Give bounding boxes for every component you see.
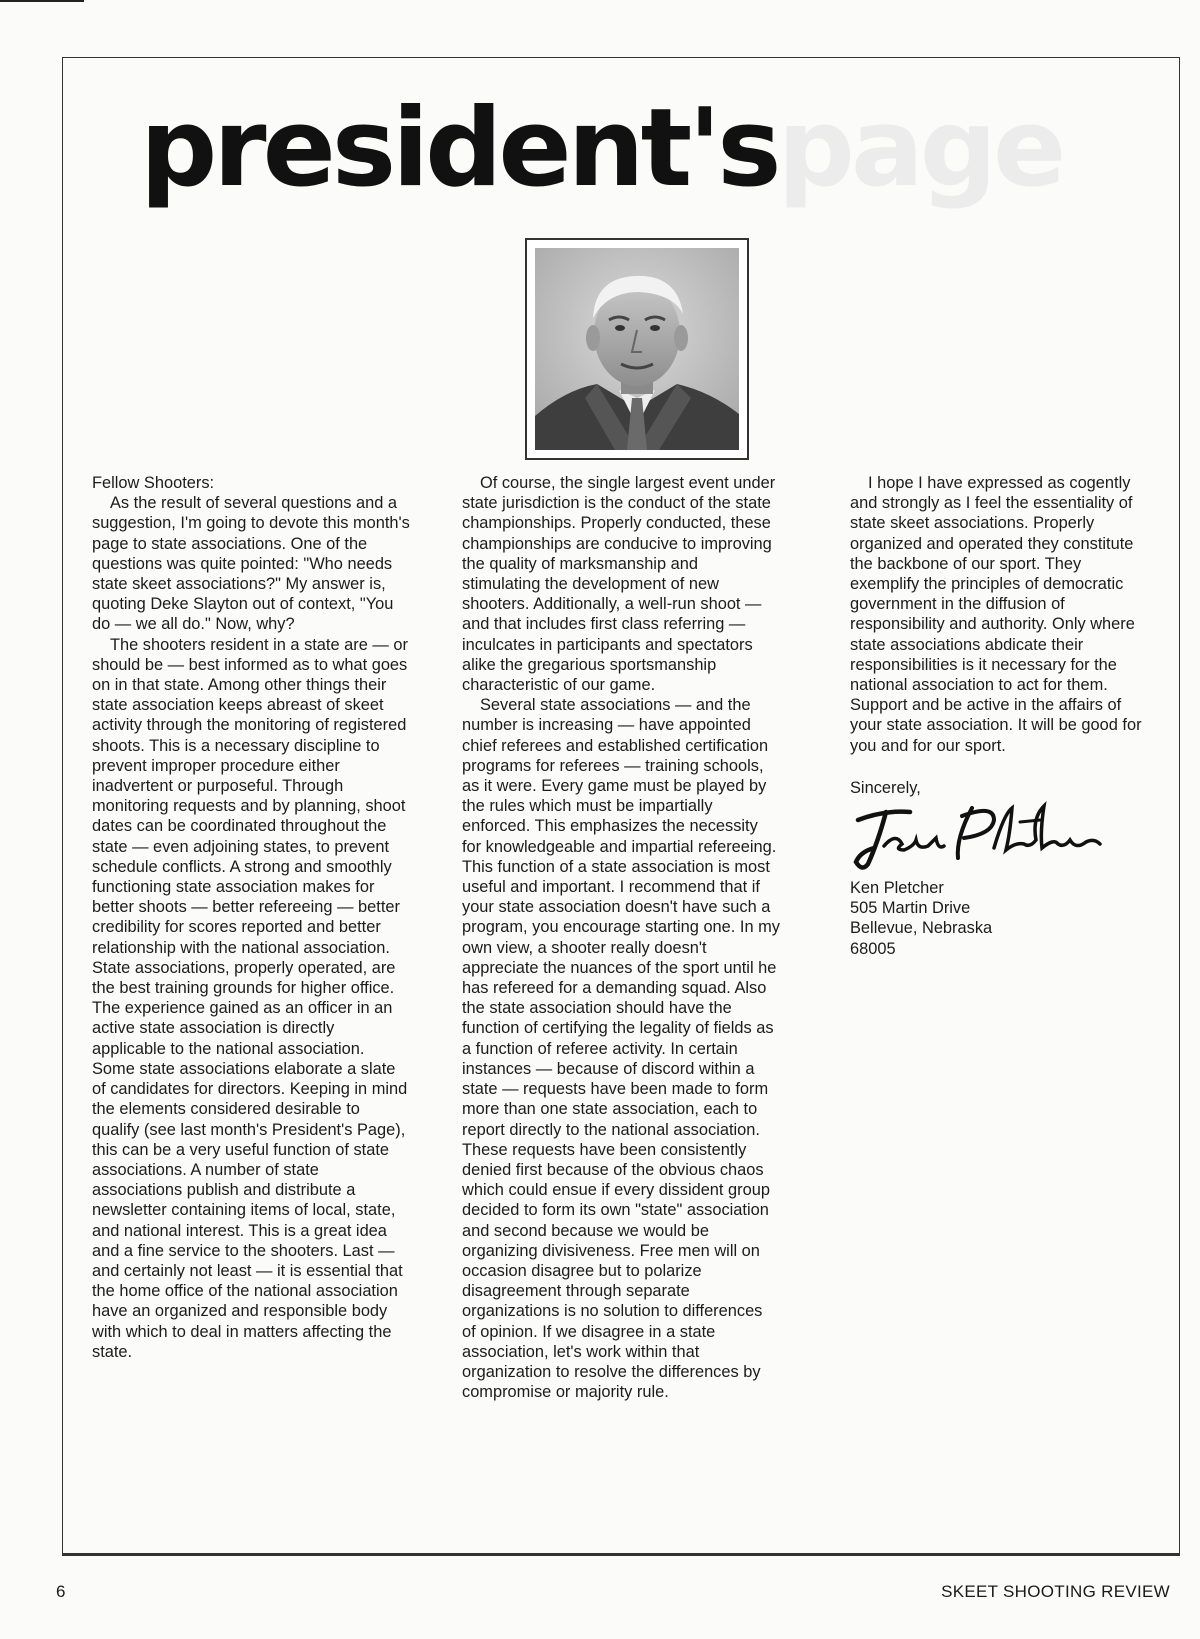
column-2 bbox=[462, 473, 780, 1402]
address-street: 505 Martin Drive bbox=[850, 899, 971, 918]
letter-paragraph-2: The shooters resident in a state are — or should be — best informed as to what goes on in that state. Among other things their state association keeps abreast of skeet activity through the monitoring of registered shoots. This is a necessary discipline to prevent improper procedure either inadvertent or purposeful. Through monitoring requests and by planning, shoot dates can be coordinated throughout the state — even adjoining states, to prevent schedule conflicts. A strong and smoothly functioning state association makes for better shoots — better refereeing — better credibility for scores reported and better relationship with the national association. State associations, properly operated, are the best training grounds for higher office. The experience gained as an officer in an active state association is directly applicable to the national association. Some state associations elaborate a slate of candidates for directors. Keeping in mind the elements considered desirable to qualify (see last month's President's Page), this can be a very useful function of state associations. A number of state associations publish and distribute a newsletter containing items of local, state, and national interest. This is a great idea and a fine service to the shooters. Last — and certainly not least — it is essential that the home office of the national association have an organized and responsible body with which to deal in matters affecting the state. bbox=[92, 635, 408, 1361]
closing-text: Sincerely, bbox=[850, 778, 921, 797]
address-city: Bellevue, Nebraska bbox=[850, 919, 993, 938]
closing-block bbox=[850, 778, 1150, 959]
page-number: 6 bbox=[56, 1582, 66, 1601]
bottom-rule bbox=[62, 1554, 1180, 1556]
letter-paragraph-4: Several state associations — and the number is increasing — have appointed chief referees and established certification programs for referees — training schools, as it were. Every game must be played by the rules which must be impartially enforced. This emphasizes the necessity for knowledgeable and impartial refereeing. This function of a state association is most useful and important. I recommend that if your state association doesn't have such a program, you encourage starting one. In my own view, a shooter really doesn't appreciate the nuances of the sport until he has refereed for a demanding squad. Also the state association should have the function of certifying the legality of fields as a function of referee activity. In certain instances — because of discord within a state — requests have been made to form more than one state association, each to report directly to the national association. These requests have been consistently denied first because of the obvious chaos which could ensue if every dissident group decided to form its own "state" association and second because we would be organizing divisiveness. Free men will on occasion disagree but to polarize disagreement through separate organizations is no solution to differences of opinion. If we disagree in a state association, let's work within that organization to resolve the differences by compromise or majority rule. bbox=[462, 696, 780, 1402]
signature-icon bbox=[844, 798, 1114, 876]
page-title bbox=[140, 86, 1063, 211]
column-1 bbox=[92, 473, 410, 1362]
letter-paragraph-5: I hope I have expressed as cogently and strongly as I feel the essentiality of state skeet associations. Properly organized and operated they constitute the backbone of our sport. They exemplify the principles of democratic government in the diffusion of responsibility and authority. Only where state associations abdicate their responsibilities is it necessary for the national association to act for them. Support and be active in the affairs of your state association. It will be good for you and for our sport. bbox=[850, 474, 1142, 755]
letter-paragraph-1: As the result of several questions and a suggestion, I'm going to devote this month's page to state associations. One of the questions was quite pointed: "Who needs state skeet associations?" My answer is, quoting Deke Slayton out of context, "You do — we all do." Now, why? bbox=[92, 494, 410, 634]
top-corner-rule bbox=[0, 0, 84, 2]
portrait-photo-icon bbox=[535, 248, 739, 450]
title-presidents: president's bbox=[140, 86, 778, 211]
title-page: page bbox=[777, 86, 1063, 211]
letter-paragraph-3: Of course, the single largest event under state jurisdiction is the conduct of the state championships. Properly conducted, these championships are conducive to improving the quality of marksmanship and stimulating the development of new shooters. Additionally, a well-run shoot — and that includes first class referring — inculcates in participants and spectators alike the gregarious sportsmanship characteristic of our game. bbox=[462, 474, 776, 695]
author-photo bbox=[525, 238, 749, 460]
publication-name: SKEET SHOOTING REVIEW bbox=[941, 1582, 1170, 1601]
salutation: Fellow Shooters: bbox=[92, 474, 215, 492]
author-name: Ken Pletcher bbox=[850, 879, 944, 898]
column-3 bbox=[850, 473, 1150, 959]
address-zip: 68005 bbox=[850, 939, 896, 958]
